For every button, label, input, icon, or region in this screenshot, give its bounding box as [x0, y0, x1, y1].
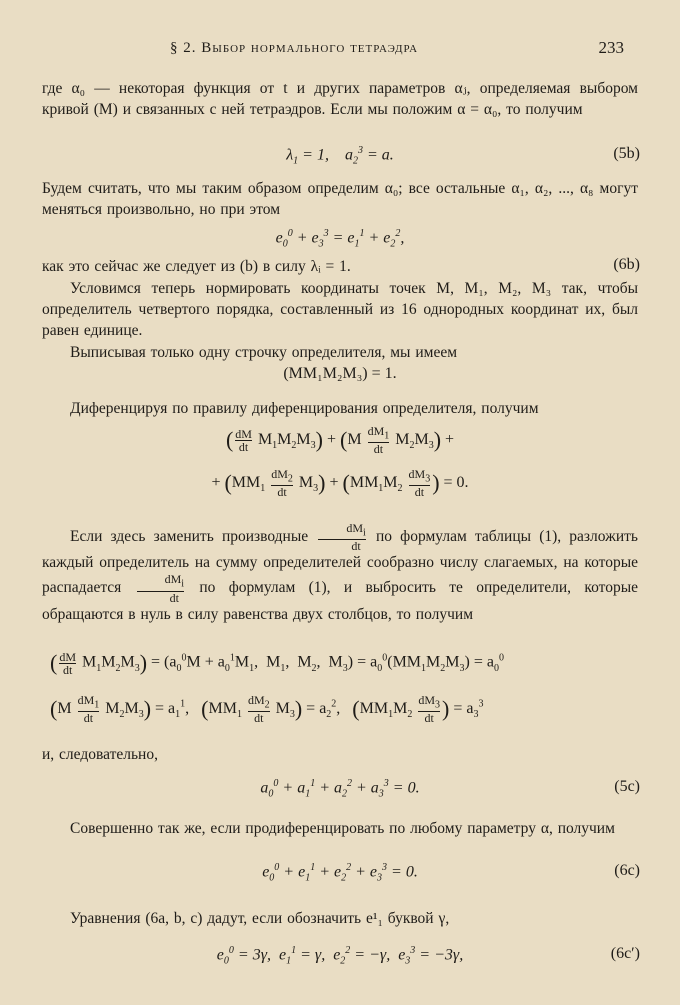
paragraph-7-part-c: по формулам (1), и выбросить те определители, которые обращаются в нуль в силу равенства двух столбцов, то получим — [42, 579, 638, 623]
equation-6b-label: (6b) — [613, 256, 640, 273]
paragraph-4: Условимся теперь нормировать координаты точек M, M₁, M₂, M₃ так, чтобы определитель четвертого порядка, составленный из 16 однородных координат их, был равен единице. — [42, 280, 638, 339]
paragraph-10: Уравнения (6a, b, c) дадут, если обозначить e¹₁ буквой γ, — [70, 910, 450, 927]
paragraph-7-part-b: по формулам таблицы (1), разложить каждый определитель на сумму определителей сообразно числу слагаемых, на которые распадается — [42, 527, 639, 597]
equation-5c: $a_0^0 + a_1^1 + a_2^2 + a_3^3 = 0$. — [260, 778, 420, 800]
running-header — [0, 40, 680, 62]
paragraph-7-part-a: Если здесь заменить производные — [70, 527, 309, 545]
paragraph-3: как это сейчас же следует из (b) в силу λᵢ = 1. — [42, 258, 351, 275]
equation-6c-label: (6c) — [614, 862, 640, 879]
equation-5b: $\lambda_1 = 1$, $a_2^3 = a$. — [286, 145, 394, 167]
equation-a-123: (M $\frac{dM_1}{dt}$ $M_2M_3) = a_1^1$, ($MM_1$ $\frac{dM_2}{dt}$ $M_3) = a_2^2$, ($MM_1M_2$ $\frac{dM_3}{dt}$ ) = $a_3^3$ — [50, 693, 484, 726]
equation-determinant: (MM₁M₂M₃) = 1. — [283, 365, 397, 382]
equation-derivative-2: + ($MM_1$ $\frac{dM_2}{dt}$ $M_3) + (MM_1M_2$ $\frac{dM_3}{dt}$ ) = 0. — [211, 467, 469, 500]
paragraph-2: Будем считать, что мы таким образом определим α₀; все остальные α₁, α₂, ..., α₈ могут меняться произвольно, но при этом — [42, 180, 638, 218]
equation-derivative-1: ( $\frac{dM}{dt}$ $M_1M_2M_3) + (M$ $\frac{dM_1}{dt}$ $M_2M_3$) + — [225, 424, 455, 457]
paragraph-9: Совершенно так же, если продиференцировать по любому параметру α, получим — [70, 820, 615, 837]
equation-6c-prime-label: (6c′) — [610, 945, 640, 962]
section-title: § 2. Выбор нормального тетраэдра — [170, 40, 419, 56]
paragraph-6: Диференцируя по правилу диференцирования определителя, получим — [70, 400, 539, 417]
equation-e-sum: $e_0^0 + e_3^3 = e_1^1 + e_2^2$, — [275, 228, 405, 250]
paragraph-1: где α₀ — некоторая функция от t и других параметров αⱼ, определяемая выбором кривой (M) и связанных с ней тетраэдров. Если мы положим α = α₀, то получим — [42, 80, 638, 118]
paragraph-5: Выписывая только одну строчку определителя, мы имеем — [70, 344, 458, 361]
equation-6c: $e_0^0 + e_1^1 + e_2^2 + e_3^3 = 0$. — [262, 862, 418, 884]
equation-a-0: ( $\frac{dM}{dt}$ $M_1M_2M_3) = (a_0^0M + a_0^1M_1$, $M_1$, $M_2$, $M_3) = a_0^0(MM_1M_2M_3) = a_0^0$ — [50, 649, 504, 677]
equation-6c-prime: $e_0^0 = 3\gamma$, $e_1^1 = \gamma$, $e_2^2 = -\gamma$, $e_3^3 = -3\gamma$, — [216, 945, 464, 967]
page-number: 233 — [598, 38, 624, 57]
equation-5b-label: (5b) — [613, 145, 640, 162]
paragraph-7: Если здесь заменить производные $\frac{dM_i}{dt}$ по формулам таблицы (1), разложить каждый определитель на сумму определителей сообразно числу слагаемых, на которые распадается $\frac{dM_i}{dt}$ по формулам (1), и выбросить те определители, которые обращаются в нуль в силу равенства двух столбцов, то получим — [42, 521, 639, 623]
equation-5c-label: (5c) — [614, 778, 640, 795]
paragraph-8: и, следовательно, — [42, 746, 158, 763]
